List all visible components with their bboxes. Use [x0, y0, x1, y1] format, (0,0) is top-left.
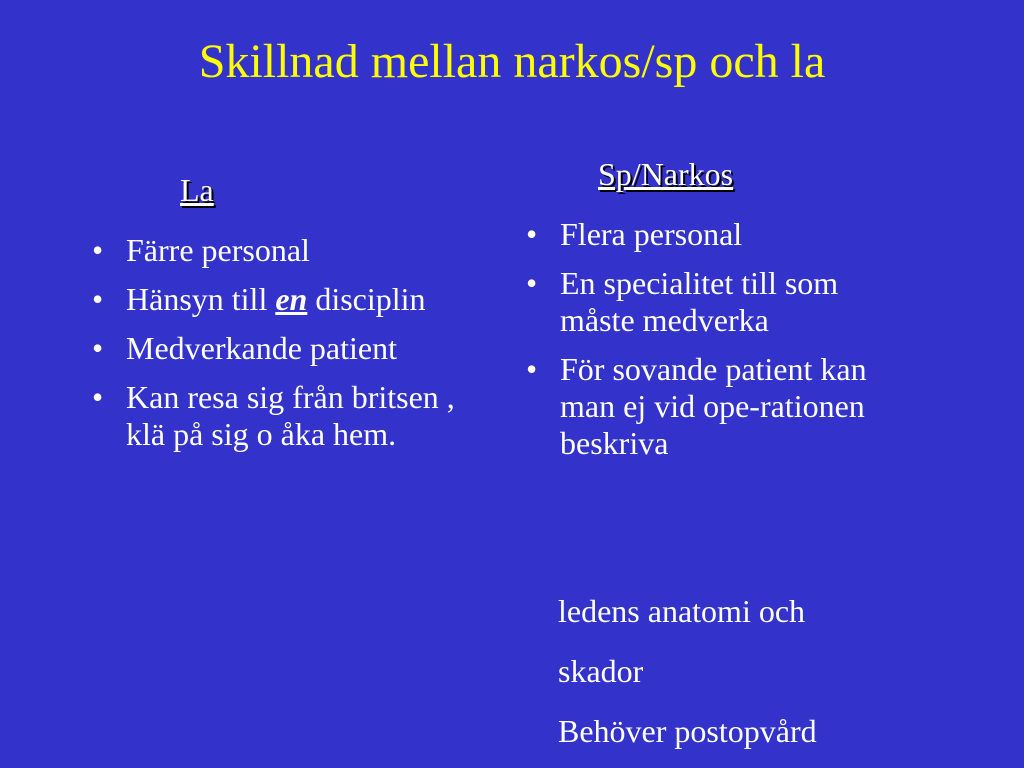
list-item	[520, 216, 920, 253]
list-item	[86, 330, 486, 367]
slide-title: Skillnad mellan narkos/sp och la	[198, 35, 826, 88]
list-item-text: Kan resa sig från britsen , klä på sig o åka hem.	[126, 379, 455, 452]
list-item	[86, 379, 486, 453]
list-item-text: Färre personal	[126, 232, 310, 268]
left-bullet-list	[86, 232, 486, 465]
list-item-text: Flera personal	[560, 216, 743, 252]
continuation-line: ledens anatomi och	[558, 593, 806, 629]
list-item	[520, 351, 920, 462]
continuation-line: skador	[558, 653, 644, 689]
list-item	[520, 265, 920, 339]
left-column-heading: La	[180, 172, 214, 208]
list-item	[86, 281, 486, 318]
continuation-line: Behöver postopvård	[558, 713, 817, 749]
right-bullet-list	[520, 216, 920, 474]
list-item-text: En specialitet till som måste medverka	[560, 265, 839, 338]
bullet-icon: •	[92, 281, 104, 317]
bullet-icon: •	[526, 265, 538, 301]
list-item-text-before: Hänsyn till	[126, 281, 276, 317]
bullet-icon: •	[92, 379, 104, 415]
list-item-text: Medverkande patient	[126, 330, 397, 366]
bullet-icon: •	[92, 330, 104, 366]
bullet-icon: •	[526, 216, 538, 252]
list-item-text: För sovande patient kan man ej vid ope-rationen beskriva	[560, 351, 867, 461]
list-item-emphasis: en	[275, 281, 308, 317]
right-column-heading: Sp/Narkos	[598, 156, 734, 192]
list-item-text-after: disciplin	[307, 281, 426, 317]
bullet-icon: •	[92, 232, 104, 268]
list-item	[86, 232, 486, 269]
bullet-icon: •	[526, 351, 538, 387]
